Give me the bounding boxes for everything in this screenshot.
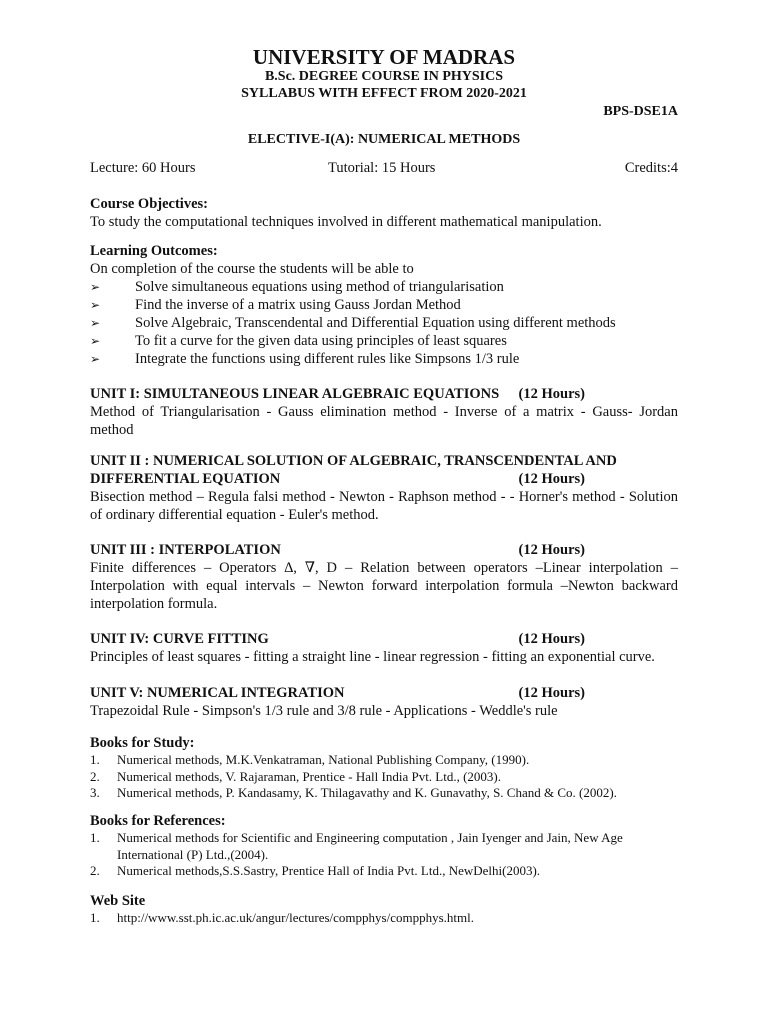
arrow-bullet-icon: ➢: [90, 298, 101, 312]
list-item: 1. http://www.sst.ph.ic.ac.uk/angur/lectures/compphys/compphys.html.: [90, 910, 474, 925]
unit-heading: UNIT V: NUMERICAL INTEGRATION (12 Hours): [90, 685, 585, 701]
list-item: ➢ Solve simultaneous equations using method of triangularisation: [90, 279, 504, 295]
syllabus-year: SYLLABUS WITH EFFECT FROM 2020-2021: [241, 86, 527, 101]
web-site-list: [90, 910, 678, 927]
outcomes-intro: On completion of the course the students will be able to: [90, 261, 414, 277]
books-study-heading: Books for Study:: [90, 735, 195, 751]
objectives-text: To study the computational techniques involved in different mathematical manipulation.: [90, 214, 602, 230]
books-for-study: [90, 734, 678, 802]
list-item: ➢ Find the inverse of a matrix using Gauss Jordan Method: [90, 297, 461, 313]
arrow-bullet-icon: ➢: [90, 280, 101, 294]
elective-title: ELECTIVE-I(A): NUMERICAL METHODS: [247, 132, 521, 147]
unit-heading: UNIT IV: CURVE FITTING (12 Hours): [90, 631, 585, 647]
course-code: BPS-DSE1A: [603, 104, 678, 119]
list-item: 1. Numerical methods for Scientific and Engineering computation , Jain Iyenger and Jain, New Age International (P) Ltd.,(2004).: [90, 830, 623, 862]
hours-row: [90, 159, 678, 177]
list-item: 2. Numerical methods,S.S.Sastry, Prentice Hall of India Pvt. Ltd., NewDelhi(2003).: [90, 863, 541, 878]
unit-text: Bisection method – Regula falsi method - Newton - Raphson method - - Horner's method - Solution of ordinary differential equation - Euler's method.: [90, 489, 678, 523]
unit-heading-line: UNIT II : NUMERICAL SOLUTION OF ALGEBRAIC, TRANSCENDENTAL AND: [90, 453, 617, 469]
list-item: ➢ Integrate the functions using different rules like Simpsons 1/3 rule: [90, 351, 520, 367]
unit-hours: (12 Hours): [518, 685, 585, 701]
books-for-references: [90, 812, 678, 880]
outcomes-heading: Learning Outcomes:: [90, 243, 218, 259]
list-item: ➢ Solve Algebraic, Transcendental and Differential Equation using different methods: [90, 315, 616, 331]
list-item: 2. Numerical methods, V. Rajaraman, Prentice - Hall India Pvt. Ltd., (2003).: [90, 768, 502, 784]
degree-title: B.Sc. DEGREE COURSE IN PHYSICS: [264, 69, 504, 84]
unit-heading: DIFFERENTIAL EQUATION (12 Hours): [90, 471, 585, 487]
outcomes-list: [90, 278, 678, 368]
unit-text: Trapezoidal Rule - Simpson's 1/3 rule and 3/8 rule - Applications - Weddle's rule: [90, 703, 558, 719]
course-objectives: [90, 195, 678, 231]
web-link[interactable]: http://www.sst.ph.ic.ac.uk/angur/lectures/compphys/compphys.html.: [117, 910, 474, 925]
unit-hours: (12 Hours): [518, 386, 585, 402]
unit-text: Principles of least squares - fitting a straight line - linear regression - fitting an exponential curve.: [90, 649, 655, 665]
unit-3: [90, 541, 678, 613]
list-item: ➢ To fit a curve for the given data using principles of least squares: [90, 333, 507, 349]
unit-4: [90, 630, 678, 666]
unit-hours: (12 Hours): [518, 631, 585, 647]
unit-text: Method of Triangularisation - Gauss elimination method - Inverse of a matrix - Gauss- Jordan method: [90, 404, 678, 438]
list-item: 3. Numerical methods, P. Kandasamy, K. Thilagavathy and K. Gunavathy, S. Chand & Co. (2002).: [90, 785, 617, 800]
tutorial-hours: Tutorial: 15 Hours: [328, 160, 436, 176]
unit-text: Finite differences – Operators ∆, ∇, D – Relation between operators –Linear interpolation – Interpolation with equal intervals – Newton forward interpolation formula –Newton backward interpolation formula.: [90, 560, 678, 612]
arrow-bullet-icon: ➢: [90, 316, 101, 330]
list-item: 1. Numerical methods, M.K.Venkatraman, National Publishing Company, (1990).: [90, 752, 530, 767]
books-ref-list: [90, 830, 678, 880]
books-ref-heading: Books for References:: [90, 813, 226, 829]
objectives-heading: Course Objectives:: [90, 196, 208, 212]
learning-outcomes: [90, 242, 678, 368]
unit-hours: (12 Hours): [518, 471, 585, 487]
unit-5: [90, 684, 678, 720]
arrow-bullet-icon: ➢: [90, 352, 101, 366]
unit-heading: UNIT I: SIMULTANEOUS LINEAR ALGEBRAIC EQUATIONS (12 Hours): [90, 386, 585, 402]
university-title: UNIVERSITY OF MADRAS: [252, 45, 516, 69]
unit-heading: UNIT III : INTERPOLATION (12 Hours): [90, 542, 585, 558]
lecture-hours: Lecture: 60 Hours: [90, 160, 196, 176]
unit-2: [90, 452, 678, 524]
unit-hours: (12 Hours): [518, 542, 585, 558]
web-site: [90, 892, 678, 927]
arrow-bullet-icon: ➢: [90, 334, 101, 348]
unit-1: [90, 385, 678, 439]
web-site-heading: Web Site: [90, 893, 146, 909]
books-study-list: [90, 752, 678, 802]
credits: Credits:4: [624, 160, 678, 176]
